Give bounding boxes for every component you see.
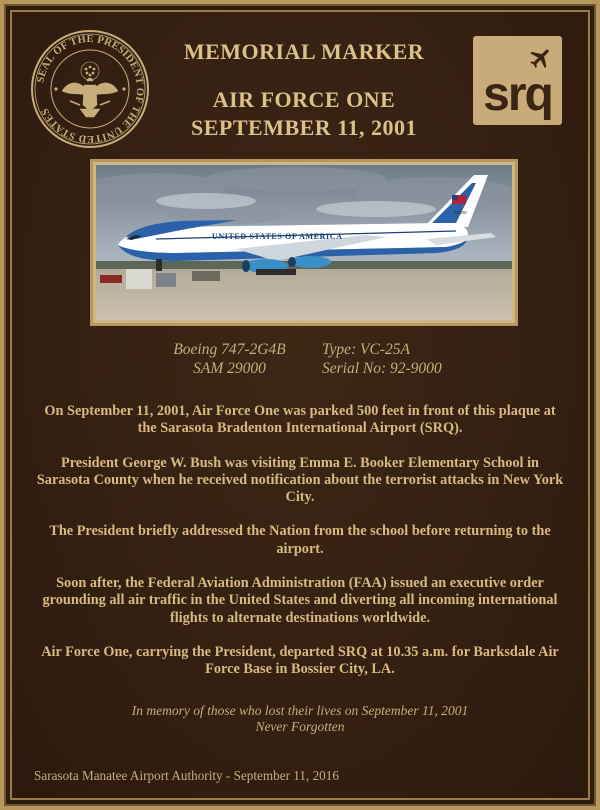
photo-frame — [90, 159, 518, 326]
presidential-seal-icon — [30, 29, 150, 149]
seal-ring-text: SEAL OF THE PRESIDENT OF THE UNITED STATES — [35, 33, 146, 145]
subtitle-aircraft: AIR FORCE ONE — [212, 87, 396, 112]
spec-type: Type: VC-25A — [322, 341, 410, 358]
paragraph-address: The President briefly addressed the Nation from the school before returning to the airport. — [49, 523, 551, 557]
never-forgotten: Never Forgotten — [255, 719, 345, 734]
fuselage-lettering: UNITED STATES OF AMERICA — [212, 232, 343, 241]
air-force-one-photo — [96, 165, 512, 320]
subtitle-date: SEPTEMBER 11, 2001 — [191, 115, 417, 140]
paragraph-departure: Air Force One, carrying the President, departed SRQ at 10.35 a.m. for Barksdale Air Force Base in Bossier City, LA. — [41, 643, 559, 678]
spec-sam: SAM 29000 — [193, 360, 266, 377]
plaque-body — [34, 403, 566, 696]
dedication-line: In memory of those who lost their lives on September 11, 2001 — [131, 703, 469, 718]
paragraph-bush-visit: President George W. Bush was visiting Emma E. Booker Elementary School in Sarasota County when he received notification about the terrorist attacks in New York City. — [36, 454, 564, 506]
paragraph-parked: On September 11, 2001, Air Force One was parked 500 feet in front of this plaque at the Sarasota Bradenton International Airport (SRQ). — [44, 403, 556, 437]
plaque-footer: Sarasota Manatee Airport Authority - September 11, 2016 — [34, 768, 339, 783]
paragraph-faa-order: Soon after, the Federal Aviation Administration (FAA) issued an executive order grounding all air traffic in the United States and diverting all incoming international flights to alternate destinations worldwide. — [42, 575, 558, 626]
memorial-dedication — [4, 703, 596, 735]
spec-model: Boeing 747-2G4B — [173, 341, 286, 358]
page-title: MEMORIAL MARKER — [183, 39, 425, 64]
srq-logo — [473, 36, 562, 125]
plaque-header — [154, 35, 454, 141]
air-force-one-image — [96, 165, 512, 320]
spec-serial: Serial No: 92-9000 — [322, 360, 442, 377]
srq-logo-text: srq — [483, 68, 552, 121]
tail-number: 29000 — [454, 210, 467, 215]
